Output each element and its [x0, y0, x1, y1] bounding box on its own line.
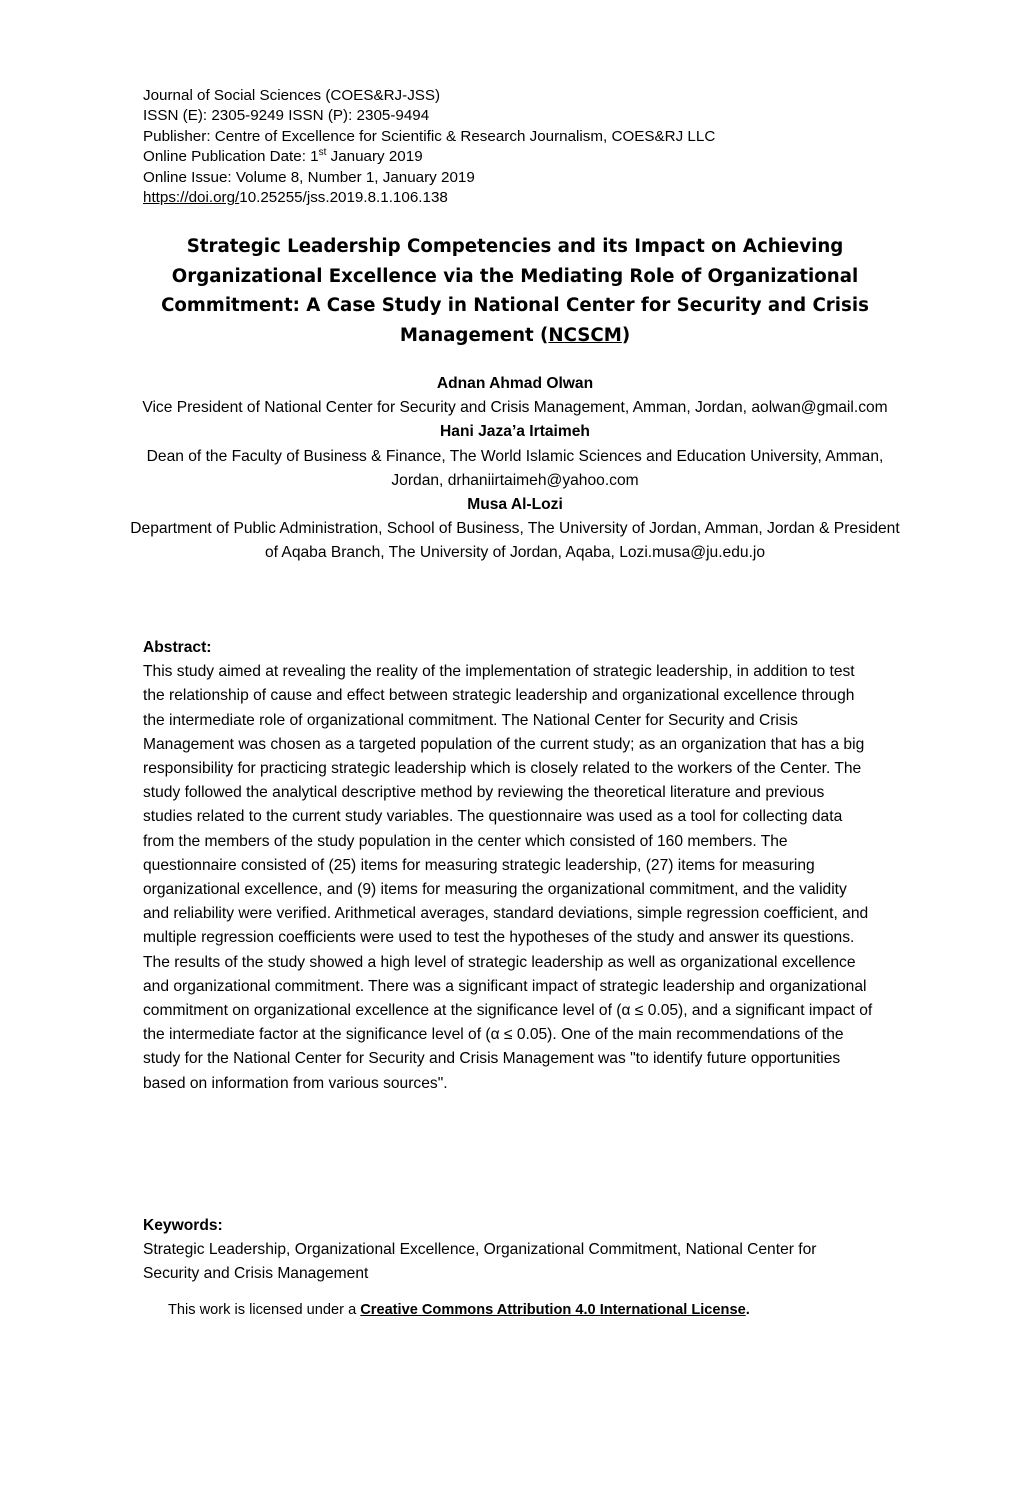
author-name: Musa Al-Lozi	[467, 496, 563, 514]
journal-publisher: Publisher: Centre of Excellence for Scientific & Research Journalism, COES&RJ LLC	[143, 127, 716, 145]
journal-name: Journal of Social Sciences (COES&RJ-JSS)	[143, 87, 441, 104]
publication-date-label: Online Publication Date: 1	[143, 148, 319, 166]
publication-date	[143, 147, 863, 167]
publication-date-ordinal: st	[318, 147, 327, 159]
author-name: Hani Jaza’a Irtaimeh	[440, 423, 590, 441]
paper-title-close: )	[621, 324, 631, 346]
journal-issue: Online Issue: Volume 8, Number 1, January 2019	[143, 168, 475, 186]
paper-title-abbreviation: NCSCM	[548, 324, 622, 346]
paper-title	[140, 232, 890, 350]
author-affiliation: Dean of the Faculty of Business & Finance, The World Islamic Sciences and Education University, Amman, Jordan, drhaniirtaimeh@yahoo.com	[146, 447, 884, 489]
author-affiliation: Department of Public Administration, School of Business, The University of Jordan, Amman, Jordan & President of Aqaba Branch, The University of Jordan, Aqaba, Lozi.musa@ju.edu.jo	[130, 520, 900, 562]
author-list	[130, 372, 900, 566]
abstract-heading: Abstract:	[143, 639, 212, 656]
license-suffix: .	[745, 1302, 750, 1318]
keywords-heading: Keywords:	[143, 1217, 223, 1234]
abstract-body: This study aimed at revealing the reality of the implementation of strategic leadership, in addition to test the relationship of cause and effect between strategic leadership and organizational excellence through the intermediate role of organizational commitment. The National Center for Security and Crisis Management was chosen as a targeted population of the current study; as an organization that has a big responsibility for practicing strategic leadership which is closely related to the workers of the Center. The study followed the analytical descriptive method by reviewing the theoretical literature and previous studies related to the current study variables. The questionnaire was used as a tool for collecting data from the members of the study population in the center which consisted of 160 members. The questionnaire consisted of (25) items for measuring strategic leadership, (27) items for measuring organizational excellence, and (9) items for measuring the organizational commitment, and the validity and reliability were verified. Arithmetical averages, standard deviations, simple regression coefficient, and multiple regression coefficients were used to test the hypotheses of the study and answer its questions. The results of the study showed a high level of strategic leadership as well as organizational excellence and organizational commitment. There was a significant impact of strategic leadership and organizational commitment on organizational excellence at the significance level of (α ≤ 0.05), and a significant impact of the intermediate factor at the significance level of (α ≤ 0.05). One of the main recommendations of the study for the National Center for Security and Crisis Management was "to identify future opportunities based on information from various sources".	[143, 663, 873, 1092]
journal-header	[143, 86, 863, 208]
doi-link[interactable]: https://doi.org/	[143, 189, 240, 207]
author-name: Adnan Ahmad Olwan	[436, 375, 594, 392]
author-affiliation: Vice President of National Center for Security and Crisis Management, Amman, Jordan, aolwan@gmail.com	[142, 399, 888, 417]
paper-title-text: Strategic Leadership Competencies and its Impact on Achieving Organizational Excellence via the Mediating Role of Organizational Commitment: A Case Study in National Center for Security and Crisis Management (	[161, 236, 869, 346]
publication-date-rest: January 2019	[326, 148, 423, 166]
doi	[143, 188, 863, 208]
keywords-section	[143, 1214, 873, 1287]
keywords-body: Strategic Leadership, Organizational Excellence, Organizational Commitment, National Center for Security and Crisis Management	[143, 1241, 817, 1283]
abstract-section	[143, 636, 873, 1096]
doi-number: 10.25255/jss.2019.8.1.106.138	[239, 189, 448, 207]
license-prefix: This work is licensed under a	[168, 1302, 361, 1318]
license-notice	[168, 1300, 868, 1320]
journal-issn: ISSN (E): 2305-9249 ISSN (P): 2305-9494	[143, 107, 430, 125]
license-link[interactable]: Creative Commons Attribution 4.0 International License	[360, 1302, 746, 1318]
